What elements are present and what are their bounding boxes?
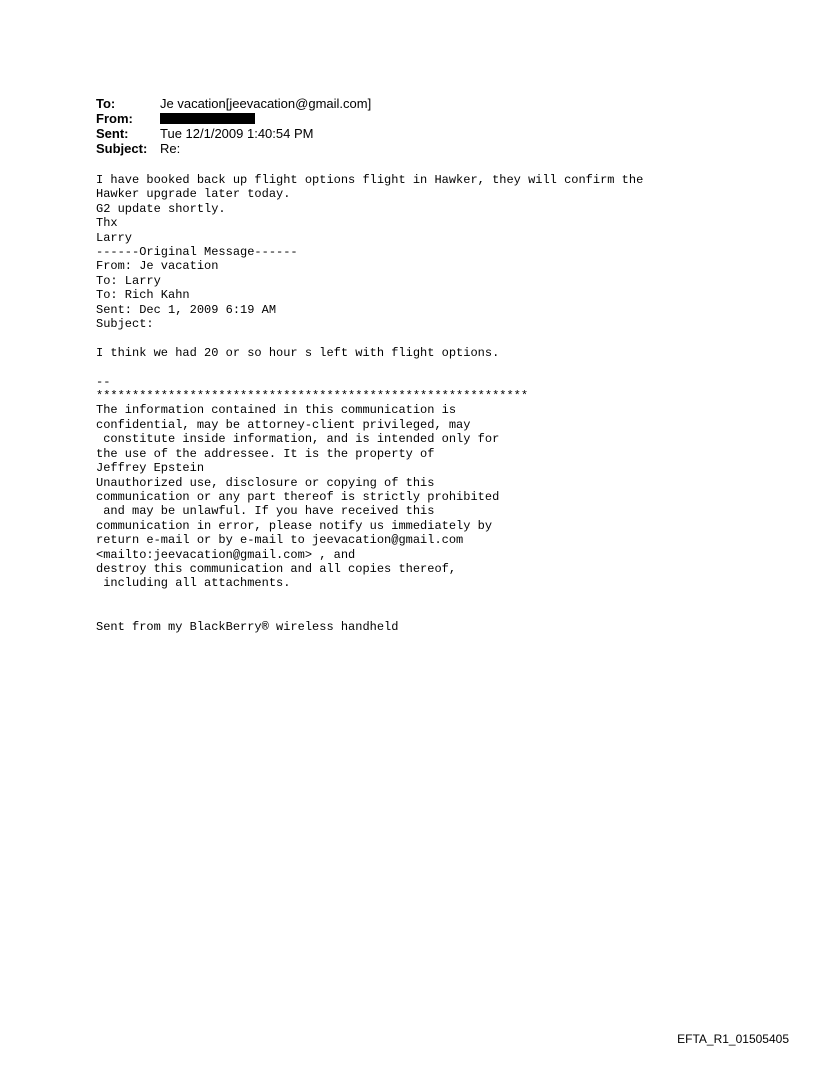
to-label: To: [96, 96, 116, 111]
body-line: G2 update shortly. [96, 201, 226, 216]
body-line [96, 331, 643, 345]
body-line: Hawker upgrade later today. [96, 187, 291, 202]
redaction-box [160, 113, 255, 124]
body-line: ************************************************************ [96, 389, 529, 404]
body-line: including all attachments. [96, 576, 291, 591]
body-line: return e-mail or by e-mail to jeevacation@gmail.com [96, 533, 464, 548]
body-line: Unauthorized use, disclosure or copying of this [96, 475, 435, 490]
body-line: destroy this communication and all copies thereof, [96, 561, 457, 576]
body-line: and may be unlawful. If you have received this [96, 504, 435, 519]
subject-value: Re: [160, 141, 181, 156]
email-body [96, 173, 643, 634]
body-line: Sent: Dec 1, 2009 6:19 AM [96, 302, 277, 317]
from-row [96, 111, 371, 126]
body-line: confidential, may be attorney-client privileged, may [96, 417, 471, 432]
body-line: To: Rich Kahn [96, 288, 190, 303]
subject-label: Subject: [96, 141, 148, 156]
sent-label: Sent: [96, 126, 129, 141]
to-value: Je vacation[jeevacation@gmail.com] [160, 96, 372, 111]
from-label: From: [96, 111, 133, 126]
body-line: From: Je vacation [96, 259, 219, 274]
body-line: Thx [96, 216, 118, 231]
body-line: Sent from my BlackBerry® wireless handheld [96, 619, 399, 634]
body-line: I think we had 20 or so hour s left with flight options. [96, 345, 500, 360]
body-line: -- [96, 374, 111, 389]
body-line: The information contained in this communication is [96, 403, 457, 418]
body-line: Larry [96, 230, 133, 245]
body-line: the use of the addressee. It is the property of [96, 446, 435, 461]
body-line [96, 360, 643, 374]
body-line: communication or any part thereof is strictly prohibited [96, 489, 500, 504]
body-line: Jeffrey Epstein [96, 461, 205, 476]
email-header [96, 96, 371, 156]
body-line: constitute inside information, and is intended only for [96, 432, 500, 447]
body-line: Subject: [96, 317, 154, 332]
to-row [96, 96, 371, 111]
body-line [96, 591, 643, 605]
body-line: I have booked back up flight options flight in Hawker, they will confirm the [96, 173, 644, 187]
body-line: communication in error, please notify us immediately by [96, 518, 493, 533]
sent-row [96, 126, 371, 141]
sent-value: Tue 12/1/2009 1:40:54 PM [160, 126, 314, 141]
document-id: EFTA_R1_01505405 [677, 1032, 789, 1046]
body-line [96, 605, 643, 619]
subject-row [96, 141, 371, 156]
body-line: <mailto:jeevacation@gmail.com> , and [96, 547, 356, 562]
body-line: To: Larry [96, 273, 161, 288]
body-line: ------Original Message------ [96, 245, 298, 260]
